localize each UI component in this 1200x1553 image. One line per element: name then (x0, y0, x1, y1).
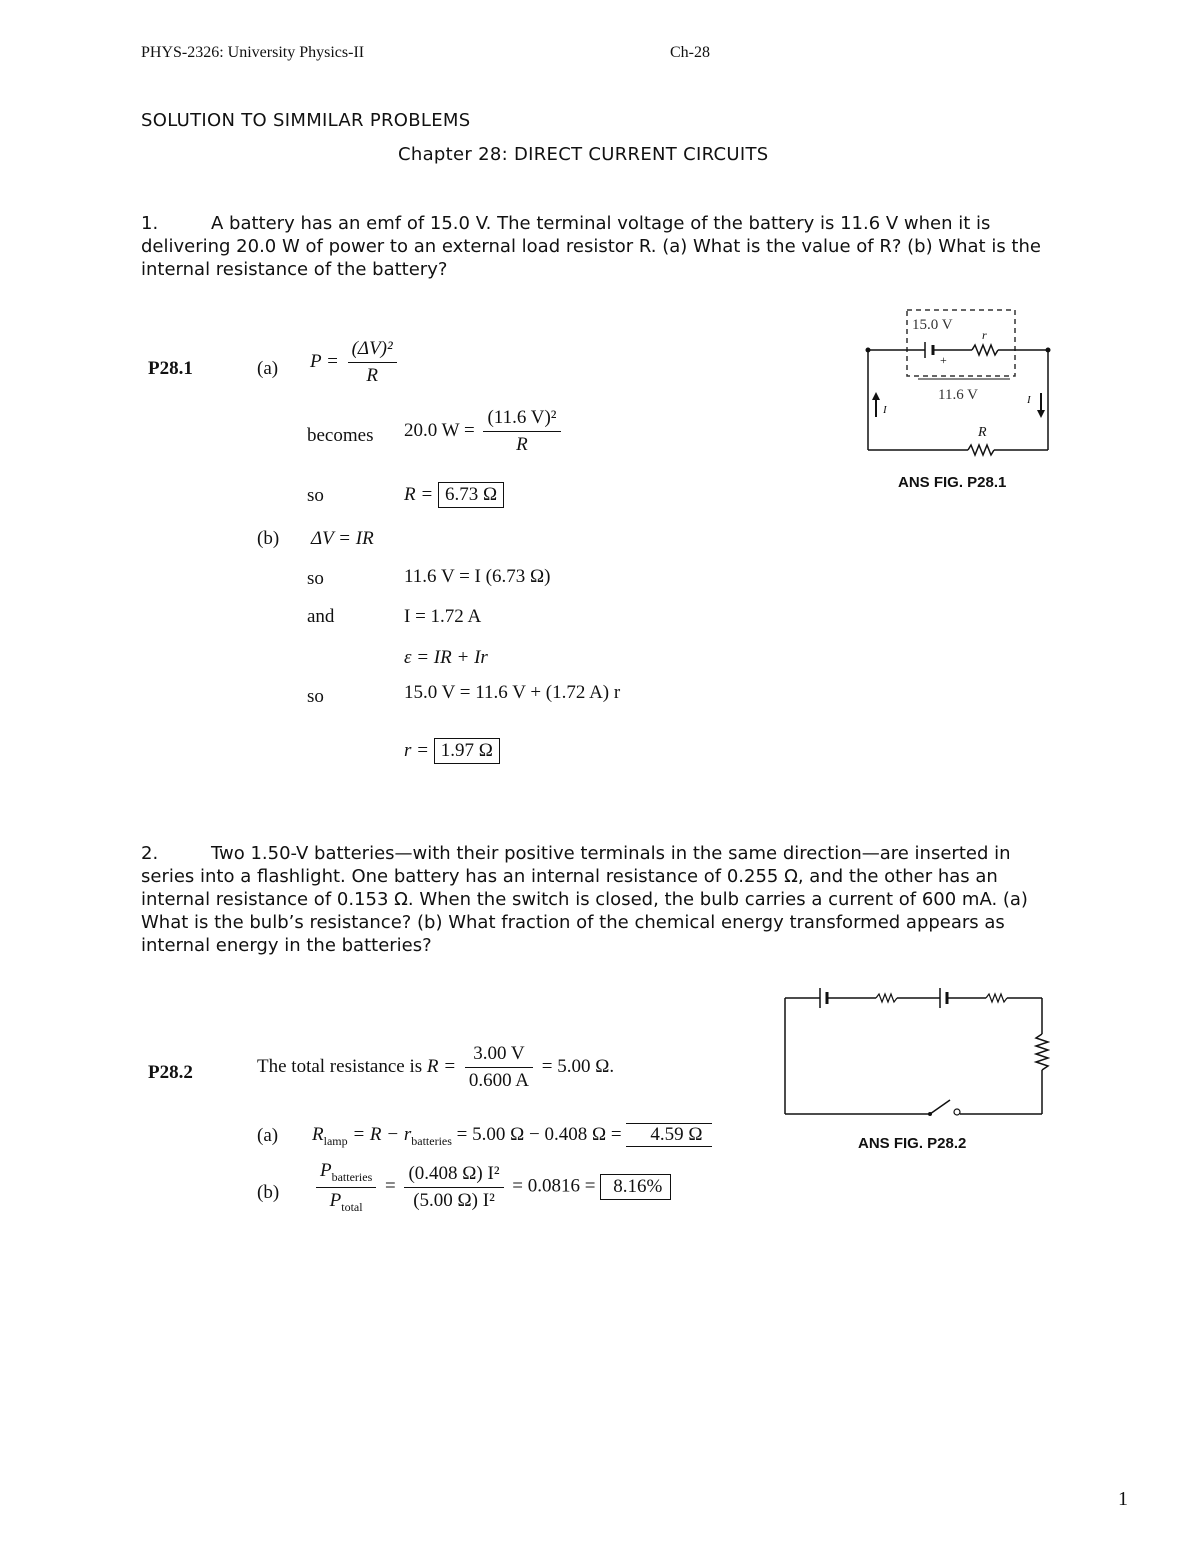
arrow-up-head-icon (872, 392, 880, 400)
solution-2-part-a: (a) (257, 1125, 279, 1146)
and-label: and (307, 606, 335, 627)
result-lamp-box: 4.59 Ω (626, 1123, 712, 1147)
fraction-denominator-P: P (329, 1189, 342, 1211)
internal-resistor-2-icon (986, 994, 1007, 1002)
label-plus: + (940, 353, 947, 367)
label-terminal-voltage: 11.6 V (938, 387, 979, 403)
total-resistance-lhs: R = (426, 1055, 457, 1077)
switch-pivot (928, 1112, 932, 1116)
energy-fraction-rhs: = 0.0816 = (512, 1175, 596, 1197)
so-label-2: so (307, 568, 324, 589)
circuit-diagram-p28-1 (860, 305, 1060, 495)
total-resistance-intro: The total resistance is (257, 1055, 423, 1077)
problem-2-line-2: series into a flashlight. One battery has an internal resistance of 0.255 Ω, and the other has an (141, 866, 998, 887)
result-R-box: 6.73 Ω (438, 482, 504, 508)
problem-1-line-2: delivering 20.0 W of power to an external load resistor R. (a) What is the value of R? (b) What is the (141, 236, 1041, 257)
problem-2-line-3: internal resistance of 0.153 Ω. When the switch is closed, the bulb carries a current of 600 mA. (a) (141, 889, 1028, 910)
bulb-resistor-icon (1036, 1034, 1048, 1070)
equation-power-numerator: (ΔV)² (348, 338, 397, 363)
result-r-lhs: r = (404, 740, 429, 761)
internal-resistor-1-icon (876, 994, 897, 1002)
power-ratio-denominator: (5.00 Ω) I² (413, 1189, 495, 1211)
page-number: 1 (1118, 1488, 1128, 1510)
arrow-down-head-icon (1037, 410, 1045, 418)
solution-1-part-b: (b) (257, 528, 280, 549)
equation-energy-fraction: $\frac{P_{batteries}}{P_{total}}$ = $\frac{\text{(0.408 Ω) I²}}{\text{(5.00 Ω) I²}}$ = 0.0816 = 8.16% (312, 1160, 671, 1215)
result-fraction-box: 8.16% (600, 1174, 671, 1200)
solution-2-label: P28.2 (148, 1062, 193, 1083)
equation-substitution-numerator: (11.6 V)² (483, 407, 560, 432)
equation-substitution-denominator: R (516, 434, 528, 455)
equation-substitution (404, 407, 565, 456)
lamp-equation-rhs: = 5.00 Ω − 0.408 Ω = (456, 1124, 622, 1145)
label-load-R: R (978, 425, 987, 440)
fraction-numerator-sub: batteries (331, 1169, 373, 1184)
problem-2-line-5: internal energy in the batteries? (141, 935, 432, 956)
so-label-3: so (307, 686, 324, 707)
equation-current-sub: 11.6 V = I (6.73 Ω) (404, 566, 551, 587)
becomes-label: becomes (307, 425, 374, 446)
running-header-chapter: Ch-28 (670, 44, 710, 61)
power-ratio-numerator: (0.408 Ω) I² (404, 1163, 503, 1188)
problem-2-line-4: What is the bulb’s resistance? (b) What fraction of the chemical energy transformed appears as (141, 912, 1005, 933)
equation-emf: ε = IR + Ir (404, 647, 488, 668)
problem-1-text (141, 212, 1131, 281)
batteries-subscript: batteries (411, 1133, 452, 1148)
fraction-denominator-sub: total (341, 1199, 363, 1214)
equation-lamp-resistance (312, 1123, 712, 1149)
result-R-lhs: R = (404, 484, 434, 505)
internal-resistor-icon (972, 345, 998, 355)
equation-current-result: I = 1.72 A (404, 606, 482, 627)
switch-contact (954, 1109, 960, 1115)
circuit-diagram-p28-2 (780, 982, 1050, 1122)
equation-ohm: ΔV = IR (311, 528, 374, 549)
equation-total-resistance (257, 1043, 614, 1092)
problem-1-line-3: internal resistance of the battery? (141, 259, 448, 280)
fraction-numerator-P: P (320, 1160, 332, 1181)
total-resistance-rhs: = 5.00 Ω. (541, 1055, 615, 1077)
label-internal-r: r (982, 328, 987, 342)
chapter-title: Chapter 28: DIRECT CURRENT CIRCUITS (398, 144, 769, 165)
load-resistor-icon (968, 445, 994, 455)
page-title: SOLUTION TO SIMMILAR PROBLEMS (141, 110, 471, 131)
figure-1-caption: ANS FIG. P28.1 (898, 474, 1007, 491)
equation-power-denominator: R (366, 365, 378, 386)
equation-emf-sub: 15.0 V = 11.6 V + (1.72 A) r (404, 682, 621, 703)
label-current-right: I (1027, 394, 1031, 406)
lamp-equation-middle: = R − r (352, 1124, 412, 1145)
equation-power-lhs: P = (310, 350, 339, 372)
running-header-left: PHYS-2326: University Physics-II (141, 44, 365, 61)
figure-2-caption: ANS FIG. P28.2 (858, 1135, 967, 1152)
so-label-1: so (307, 485, 324, 506)
solution-1-part-a: (a) (257, 358, 279, 379)
label-emf: 15.0 V (912, 317, 953, 333)
switch-lever-icon (930, 1100, 950, 1114)
equation-power (310, 338, 401, 387)
result-R (404, 482, 504, 508)
problem-2-line-1: Two 1.50-V batteries—with their positive terminals in the same direction—are inserted in (211, 843, 1011, 864)
result-r-box: 1.97 Ω (434, 738, 500, 764)
solution-2-part-b: (b) (257, 1182, 280, 1203)
problem-2-number: 2. (141, 843, 159, 864)
total-resistance-numerator: 3.00 V (465, 1043, 533, 1068)
lamp-subscript: lamp (323, 1133, 348, 1148)
problem-1-number: 1. (141, 213, 159, 234)
problem-2-text (141, 842, 1131, 957)
solution-1-label: P28.1 (148, 358, 193, 379)
total-resistance-denominator: 0.600 A (468, 1070, 530, 1091)
equation-substitution-lhs: 20.0 W = (404, 419, 475, 441)
lamp-R-symbol: R (312, 1124, 324, 1145)
result-r (404, 738, 500, 764)
label-current-left: I (883, 404, 887, 416)
problem-1-line-1: A battery has an emf of 15.0 V. The terminal voltage of the battery is 11.6 V when it is (211, 213, 991, 234)
